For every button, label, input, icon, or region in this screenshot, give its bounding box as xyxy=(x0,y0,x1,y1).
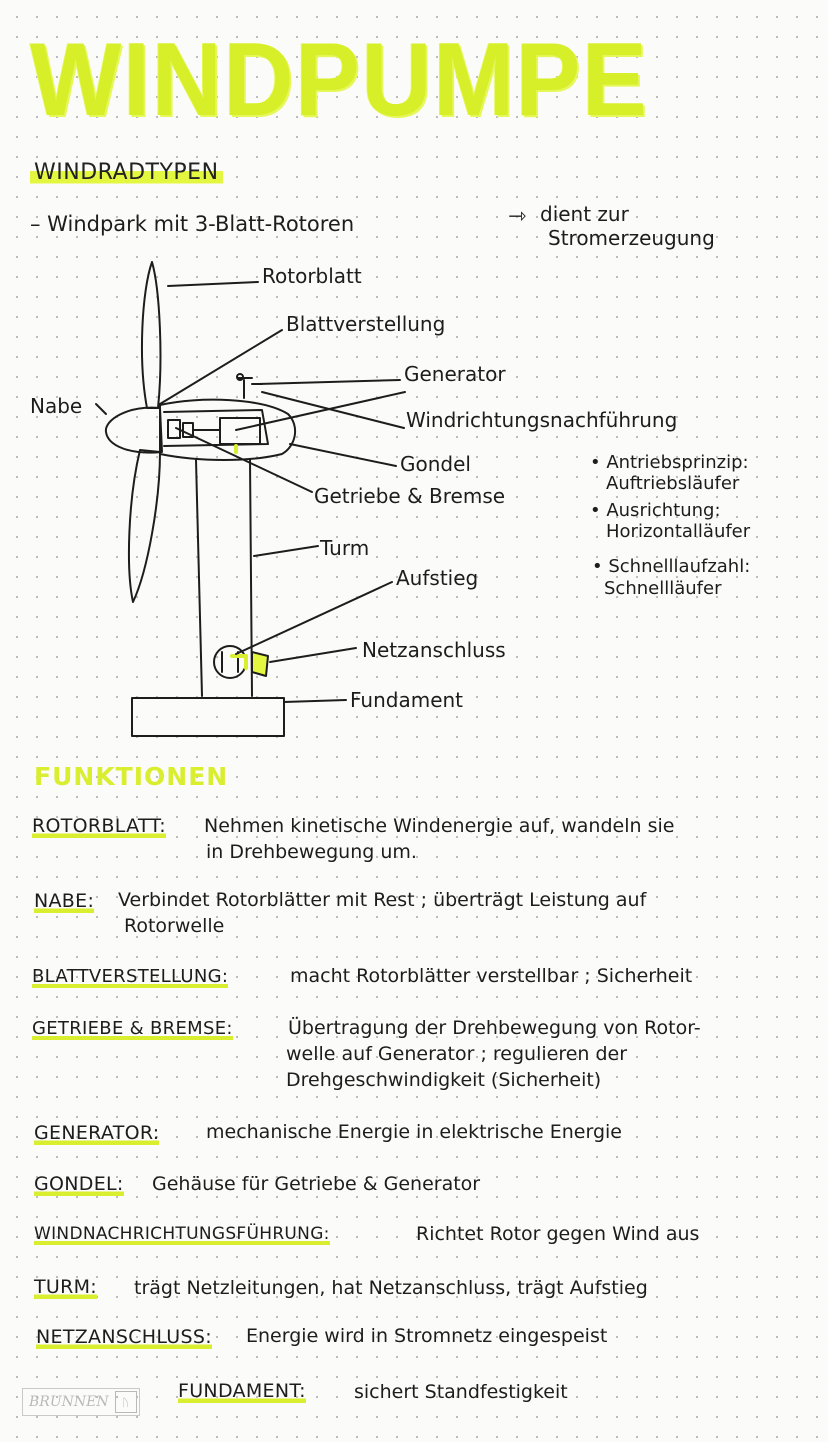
desc-blattverstellung-line1: macht Rotorblätter verstellbar ; Sicherheit xyxy=(290,965,693,987)
brand-logo xyxy=(22,1388,140,1416)
label-netzanschluss: Netzanschluss xyxy=(362,638,506,662)
label-getriebe-bremse: Getriebe & Bremse xyxy=(314,484,506,508)
property-ausrichtung-value: Horizontalläufer xyxy=(606,521,751,542)
desc-windnachrichtungsfuehrung-line1: Richtet Rotor gegen Wind aus xyxy=(416,1223,700,1245)
hub-shape xyxy=(106,408,162,453)
desc-netzanschluss-line1: Energie wird in Stromnetz eingespeist xyxy=(246,1325,608,1347)
desc-getriebe-line1: Übertragung der Drehbewegung von Rotor- xyxy=(288,1017,701,1039)
section-heading-windradtypen: WINDRADTYPEN xyxy=(30,160,223,185)
foundation-shape xyxy=(132,698,284,736)
intro-text: – Windpark mit 3-Blatt-Rotoren xyxy=(30,212,355,236)
label-fundament: Fundament xyxy=(350,688,464,712)
brand-mark-icon: ᚢ xyxy=(115,1391,137,1413)
term-generator: GENERATOR: xyxy=(34,1122,160,1144)
arrow-right-icon: ⇾ xyxy=(508,204,527,229)
label-windrichtungsnachfuehrung: Windrichtungsnachführung xyxy=(406,408,678,432)
label-generator: Generator xyxy=(404,362,506,386)
intro-note-line2: Stromerzeugung xyxy=(548,226,715,250)
term-netzanschluss: NETZANSCHLUSS: xyxy=(36,1326,212,1348)
property-schnelllaufzahl-value: Schnellläufer xyxy=(604,578,722,599)
property-antriebsprinzip-value: Auftriebsläufer xyxy=(606,473,740,494)
desc-gondel-line1: Gehäuse für Getriebe & Generator xyxy=(152,1173,481,1195)
label-blattverstellung: Blattverstellung xyxy=(286,312,446,336)
property-antriebsprinzip: • Antriebsprinzip: xyxy=(590,452,749,473)
property-schnelllaufzahl: • Schnelllaufzahl: xyxy=(592,556,751,577)
term-nabe: NABE: xyxy=(34,890,95,912)
term-blattverstellung: BLATTVERSTELLUNG: xyxy=(32,966,229,987)
tower-shape xyxy=(196,460,252,696)
rotor-blade-top xyxy=(142,262,160,408)
desc-rotorblatt-line2: in Drehbewegung um. xyxy=(206,841,417,863)
desc-rotorblatt-line1: Nehmen kinetische Windenergie auf, wandeln sie xyxy=(204,815,675,837)
desc-nabe-line1: Verbindet Rotorblätter mit Rest ; überträgt Leistung auf xyxy=(118,889,647,911)
intro-note-line1: dient zur xyxy=(540,202,629,226)
desc-nabe-line2: Rotorwelle xyxy=(124,915,225,937)
rotor-blade-bottom xyxy=(129,450,160,602)
desc-turm-line1: trägt Netzleitungen, hat Netzanschluss, trägt Aufstieg xyxy=(134,1277,648,1299)
brand-text: BRUNNEN xyxy=(29,1394,109,1410)
page-title: WINDPUMPE xyxy=(30,22,649,138)
section-heading-funktionen: FUNKTIONEN xyxy=(34,762,229,791)
label-aufstieg: Aufstieg xyxy=(396,566,479,590)
term-turm: TURM: xyxy=(34,1276,98,1298)
desc-getriebe-line3: Drehgeschwindigkeit (Sicherheit) xyxy=(286,1069,602,1091)
term-windnachrichtungsfuehrung: WINDNACHRICHTUNGSFÜHRUNG: xyxy=(34,1224,330,1244)
term-getriebe-bremse: GETRIEBE & BREMSE: xyxy=(32,1018,233,1039)
desc-getriebe-line2: welle auf Generator ; regulieren der xyxy=(286,1043,628,1065)
term-gondel: GONDEL: xyxy=(34,1173,124,1195)
label-turm: Turm xyxy=(320,536,370,560)
property-ausrichtung: • Ausrichtung: xyxy=(590,500,721,521)
term-rotorblatt: ROTORBLATT: xyxy=(32,815,166,837)
label-rotorblatt: Rotorblatt xyxy=(262,264,362,288)
term-fundament: FUNDAMENT: xyxy=(178,1380,306,1402)
desc-generator-line1: mechanische Energie in elektrische Energie xyxy=(206,1121,622,1143)
desc-fundament-line1: sichert Standfestigkeit xyxy=(354,1381,568,1403)
label-gondel: Gondel xyxy=(400,452,471,476)
label-nabe: Nabe xyxy=(30,394,83,418)
